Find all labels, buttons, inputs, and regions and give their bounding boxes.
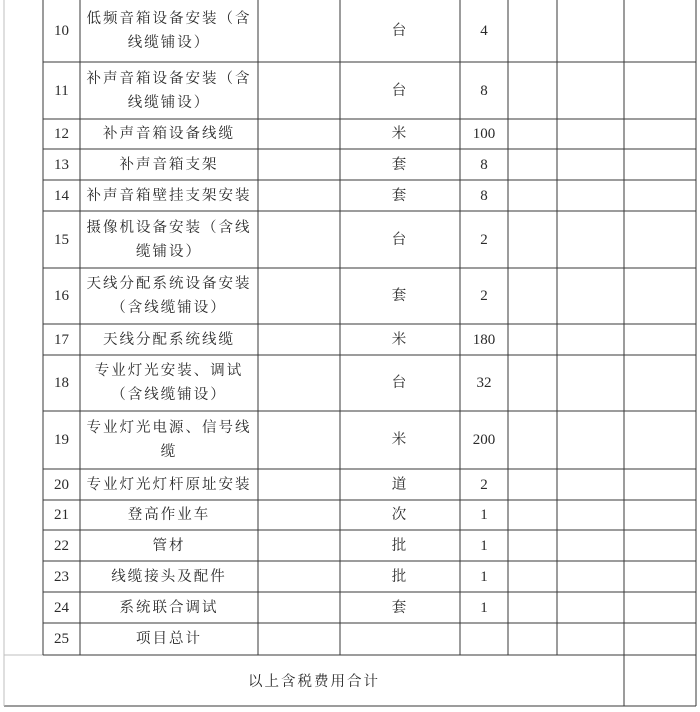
item-unit: 批 xyxy=(391,537,409,554)
item-unit: 道 xyxy=(391,476,409,493)
row-number: 21 xyxy=(54,507,69,523)
item-name: 登高作业车 xyxy=(127,507,211,523)
item-name: 补声音箱设备线缆 xyxy=(103,126,235,142)
row-number: 22 xyxy=(54,537,69,554)
item-unit: 台 xyxy=(391,23,409,39)
item-unit: 次 xyxy=(391,507,409,523)
item-unit: 米 xyxy=(391,432,409,448)
summary-label: 以上含税费用合计 xyxy=(248,674,380,690)
row-number: 24 xyxy=(54,599,69,616)
row-number: 25 xyxy=(54,631,69,647)
item-unit: 套 xyxy=(391,288,409,304)
row-number: 13 xyxy=(54,156,69,173)
item-quantity: 200 xyxy=(472,432,496,448)
item-name: 天线分配系统线缆 xyxy=(103,331,235,348)
item-name: 天线分配系统设备安装（含线缆铺设） xyxy=(86,276,252,316)
item-name: 摄像机设备安装（含线缆铺设） xyxy=(86,219,252,260)
item-quantity: 1 xyxy=(480,568,488,585)
item-unit: 台 xyxy=(391,231,409,248)
item-name: 补声音箱支架 xyxy=(119,156,219,173)
item-quantity: 2 xyxy=(480,476,488,493)
item-unit: 台 xyxy=(391,375,409,391)
item-quantity: 2 xyxy=(480,231,488,248)
row-number: 14 xyxy=(54,187,69,204)
item-quantity: 180 xyxy=(472,331,496,348)
item-quantity: 2 xyxy=(480,288,488,304)
item-name: 补声音箱设备安装（含线缆铺设） xyxy=(86,70,252,111)
item-name: 低频音箱设备安装（含线缆铺设） xyxy=(86,11,252,51)
row-number: 12 xyxy=(54,126,69,142)
row-number: 19 xyxy=(54,432,69,448)
item-unit: 套 xyxy=(391,187,409,204)
item-quantity: 8 xyxy=(480,156,488,173)
item-quantity: 8 xyxy=(480,82,488,99)
item-unit: 米 xyxy=(391,331,409,348)
item-quantity: 100 xyxy=(472,126,496,142)
item-name: 专业灯光电源、信号线缆 xyxy=(86,420,252,460)
row-number: 18 xyxy=(54,375,69,391)
item-unit: 套 xyxy=(391,156,409,173)
row-number: 16 xyxy=(54,288,69,304)
item-unit: 批 xyxy=(391,568,409,585)
item-name: 系统联合调试 xyxy=(119,599,219,616)
row-number: 23 xyxy=(54,568,69,585)
row-number: 15 xyxy=(54,231,69,248)
item-quantity: 8 xyxy=(480,187,488,204)
item-name: 补声音箱壁挂支架安装 xyxy=(86,187,252,204)
item-quantity: 4 xyxy=(480,23,488,39)
row-number: 10 xyxy=(54,23,69,39)
item-quantity xyxy=(460,623,508,655)
item-unit xyxy=(340,623,460,655)
item-name: 专业灯光灯杆原址安装 xyxy=(86,476,252,493)
item-name: 管材 xyxy=(152,537,186,554)
item-name: 线缆接头及配件 xyxy=(111,568,227,585)
item-unit: 套 xyxy=(391,599,409,616)
row-number: 17 xyxy=(54,331,69,348)
item-name: 项目总计 xyxy=(136,631,202,647)
item-quantity: 32 xyxy=(476,375,492,391)
item-quantity: 1 xyxy=(480,599,488,616)
item-unit: 台 xyxy=(391,82,409,99)
item-name: 专业灯光安装、调试（含线缆铺设） xyxy=(94,363,244,403)
item-quantity: 1 xyxy=(480,537,488,554)
row-number: 11 xyxy=(54,82,69,99)
item-quantity: 1 xyxy=(480,507,488,523)
item-unit: 米 xyxy=(391,126,409,142)
row-number: 20 xyxy=(54,476,69,493)
